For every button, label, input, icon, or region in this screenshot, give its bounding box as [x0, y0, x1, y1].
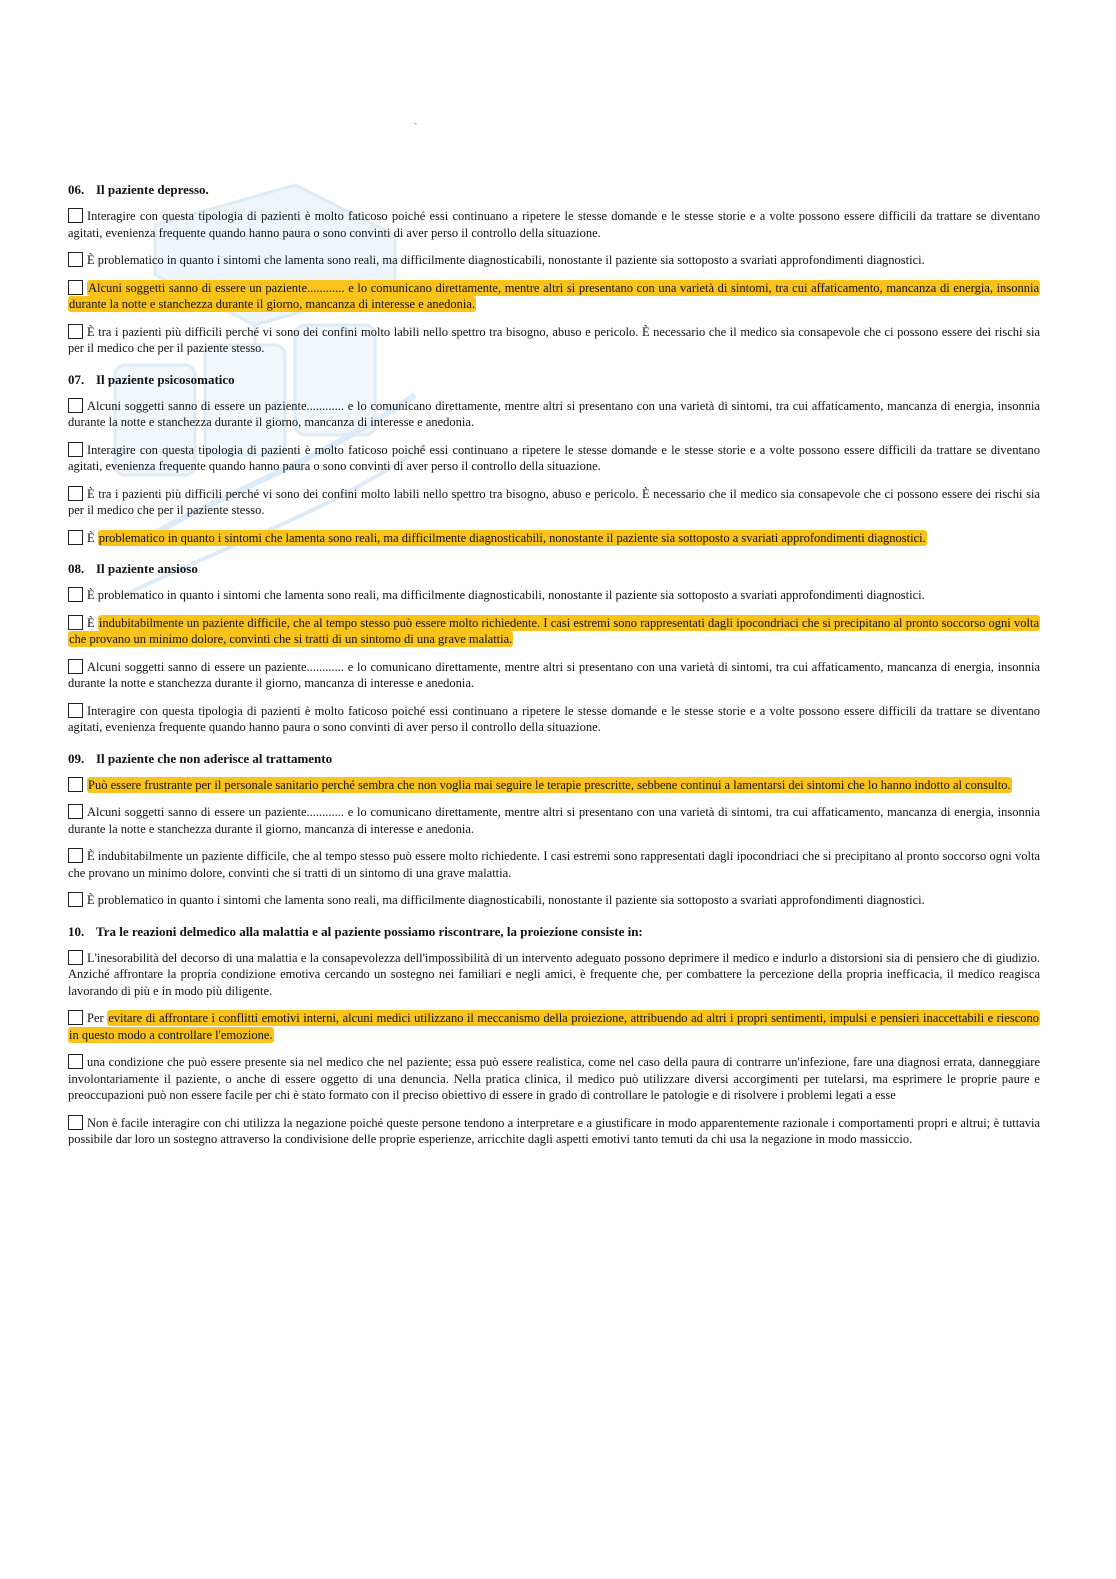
- answer-checkbox[interactable]: [68, 1054, 83, 1069]
- answer-option: [68, 892, 1040, 909]
- option-text: L'inesorabilità del decorso di una malattia e la consapevolezza dell'impossibilità di un intervento adeguato possono deprimere il medico e indurlo a distorsioni sia di pensiero che di giudizio. Anziché affrontare la propria condizione emotiva cercando un sostegno nei familiari e negli amici, è frequente che, per combattere la percezione della propria inefficacia, il medico reagisca lavorando di più e in modo più diligente.: [68, 950, 1040, 998]
- question-number: 10.: [68, 923, 85, 939]
- answer-checkbox[interactable]: [68, 587, 83, 602]
- highlighted-answer-text: Alcuni soggetti sanno di essere un paziente............ e lo comunicano direttamente, mentre altri si presentano con una varietà di sintomi, tra cui affaticamento, mancanza di energia, insonnia durante la notte e stanchezza durante il giorno, mancanza di interesse e anedonia.: [69, 280, 1039, 311]
- question-title: [68, 182, 1040, 198]
- quiz-content: [68, 182, 1040, 1163]
- answer-option: [68, 615, 1040, 648]
- question-text: Il paziente che non aderisce al trattamento: [96, 750, 333, 766]
- answer-option: [68, 530, 1040, 547]
- question-title: [68, 751, 1040, 767]
- answer-option: [68, 442, 1040, 475]
- answer-checkbox[interactable]: [68, 659, 83, 674]
- question-title: [68, 561, 1040, 577]
- question-text: Il paziente ansioso: [96, 561, 198, 576]
- option-lead-text: Per: [87, 1011, 108, 1025]
- answer-option: [68, 280, 1040, 313]
- answer-checkbox[interactable]: [68, 324, 83, 339]
- answer-checkbox[interactable]: [68, 208, 83, 223]
- option-text: È tra i pazienti più difficili perché vi sono dei confini molto labili nello spettro tra bisogno, abuso e pericolo. È necessario che il medico sia consapevole che ci possono essere dei rischi sia per il medico che per il paziente stesso.: [68, 324, 1040, 355]
- question-block: [68, 561, 1040, 736]
- answer-option: [68, 1054, 1040, 1104]
- answer-option: [68, 1010, 1040, 1043]
- option-text: Alcuni soggetti sanno di essere un paziente............ e lo comunicano direttamente, mentre altri si presentano con una varietà di sintomi, tra cui affaticamento, mancanza di energia, insonnia durante la notte e stanchezza durante il giorno, mancanza di interesse e anedonia.: [68, 805, 1040, 836]
- answer-checkbox[interactable]: [68, 280, 83, 295]
- answer-option: [68, 1115, 1040, 1148]
- answer-checkbox[interactable]: [68, 615, 83, 630]
- answer-option: [68, 324, 1040, 357]
- question-block: [68, 751, 1040, 909]
- answer-checkbox[interactable]: [68, 252, 83, 267]
- answer-checkbox[interactable]: [68, 703, 83, 718]
- answer-checkbox[interactable]: [68, 777, 83, 792]
- answer-option: [68, 398, 1040, 431]
- answer-option: [68, 208, 1040, 241]
- option-text: una condizione che può essere presente sia nel medico che nel paziente; essa può essere realistica, come nel caso della paura di contrarre un'infezione, fare una diagnosi errata, danneggiare involontariamente il paziente, o anche di essere oggetto di una denuncia. Nella pratica clinica, il medico può utilizzare diversi accorgimenti per tutelarsi, ma esprimere le proprie paure e preoccupazioni può non essere facile per chi è stato formato con il preciso obiettivo di essere in grado di controllare le patologie e di risolvere i problemi legati a esse: [68, 1055, 1040, 1102]
- question-block: [68, 924, 1040, 1148]
- answer-option: [68, 950, 1040, 1000]
- answer-option: [68, 587, 1040, 604]
- answer-checkbox[interactable]: [68, 892, 83, 907]
- answer-checkbox[interactable]: [68, 1010, 83, 1025]
- question-title: [68, 924, 1040, 940]
- answer-checkbox[interactable]: [68, 848, 83, 863]
- answer-checkbox[interactable]: [68, 486, 83, 501]
- option-text: Interagire con questa tipologia di pazienti è molto faticoso poiché essi continuano a ripetere le stesse domande e le stesse storie e a volte possono essere difficili da trattare se diventano agitati, evenienza frequente quando hanno paura o sono convinti di aver perso il controllo della situazione.: [68, 209, 1040, 240]
- question-text: Il paziente psicosomatico: [96, 371, 235, 387]
- option-text: Interagire con questa tipologia di pazienti è molto faticoso poiché essi continuano a ripetere le stesse domande e le stesse storie e a volte possono essere difficili da trattare se diventano agitati, evenienza frequente quando hanno paura o sono convinti di aver perso il controllo della situazione.: [68, 703, 1040, 734]
- option-text: È problematico in quanto i sintomi che lamenta sono reali, ma difficilmente diagnosticabili, nonostante il paziente sia sottoposto a svariati approfondimenti diagnostici.: [87, 253, 925, 267]
- answer-checkbox[interactable]: [68, 398, 83, 413]
- question-number: 07.: [68, 371, 85, 387]
- answer-option: [68, 703, 1040, 736]
- highlighted-answer-text: Può essere frustrante per il personale sanitario perché sembra che non voglia mai seguire le terapie prescritte, sebbene continui a lamentarsi dei sintomi che lo hanno indotto al consulto.: [88, 777, 1011, 792]
- option-text: Alcuni soggetti sanno di essere un paziente............ e lo comunicano direttamente, mentre altri si presentano con una varietà di sintomi, tra cui affaticamento, mancanza di energia, insonnia durante la notte e stanchezza durante il giorno, mancanza di interesse e anedonia.: [68, 398, 1040, 429]
- option-text: È problematico in quanto i sintomi che lamenta sono reali, ma difficilmente diagnosticabili, nonostante il paziente sia sottoposto a svariati approfondimenti diagnostici.: [87, 588, 925, 602]
- option-text: Interagire con questa tipologia di pazienti è molto faticoso poiché essi continuano a ripetere le stesse domande e le stesse storie e a volte possono essere difficili da trattare se diventano agitati, evenienza frequente quando hanno paura o sono convinti di aver perso il controllo della situazione.: [68, 442, 1040, 473]
- question-text: Il paziente depresso.: [96, 182, 209, 197]
- question-title: [68, 372, 1040, 388]
- answer-checkbox[interactable]: [68, 530, 83, 545]
- option-lead-text: È: [87, 530, 98, 545]
- highlighted-answer-text: problematico in quanto i sintomi che lamenta sono reali, ma difficilmente diagnosticabili, nonostante il paziente sia sottoposto a svariati approfondimenti diagnostici.: [98, 530, 926, 545]
- question-number: 06.: [68, 182, 85, 197]
- question-number: 09.: [68, 750, 85, 766]
- option-text: È problematico in quanto i sintomi che lamenta sono reali, ma difficilmente diagnosticabili, nonostante il paziente sia sottoposto a svariati approfondimenti diagnostici.: [87, 893, 925, 907]
- page-mark: -: [414, 118, 417, 128]
- answer-checkbox[interactable]: [68, 804, 83, 819]
- answer-checkbox[interactable]: [68, 1115, 83, 1130]
- answer-option: [68, 659, 1040, 692]
- option-text: È indubitabilmente un paziente difficile, che al tempo stesso può essere molto richiedente. I casi estremi sono rappresentati dagli ipocondriaci che si precipitano al pronto soccorso ogni volta che provano un minimo dolore, convinti che si tratti di un sintomo di una grave malattia.: [68, 849, 1040, 880]
- answer-option: [68, 804, 1040, 837]
- answer-checkbox[interactable]: [68, 442, 83, 457]
- answer-option: [68, 848, 1040, 881]
- question-number: 08.: [68, 561, 85, 576]
- option-text: Alcuni soggetti sanno di essere un paziente............ e lo comunicano direttamente, mentre altri si presentano con una varietà di sintomi, tra cui affaticamento, mancanza di energia, insonnia durante la notte e stanchezza durante il giorno, mancanza di interesse e anedonia.: [68, 659, 1040, 690]
- highlighted-answer-text: indubitabilmente un paziente difficile, che al tempo stesso può essere molto richiedente. I casi estremi sono rappresentati dagli ipocondriaci che si precipitano al pronto soccorso ogni volta che provano un minimo dolore, convinti che si tratti di un sintomo di una grave malattia.: [69, 615, 1039, 646]
- option-text: È tra i pazienti più difficili perché vi sono dei confini molto labili nello spettro tra bisogno, abuso e pericolo. È necessario che il medico sia consapevole che ci possono essere dei rischi sia per il medico che per il paziente stesso.: [68, 486, 1040, 517]
- answer-checkbox[interactable]: [68, 950, 83, 965]
- option-lead-text: È: [87, 615, 98, 630]
- highlighted-answer-text: evitare di affrontare i conflitti emotivi interni, alcuni medici utilizzano il meccanismo della proiezione, attribuendo ad altri i propri sentimenti, impulsi e pensieri inaccettabili e riescono in questo modo a controllare l'emozione.: [69, 1011, 1039, 1042]
- answer-option: [68, 252, 1040, 269]
- question-text: Tra le reazioni delmedico alla malattia e al paziente possiamo riscontrare, la proiezione consiste in:: [96, 923, 643, 939]
- question-block: [68, 372, 1040, 547]
- answer-option: [68, 777, 1040, 794]
- question-block: [68, 182, 1040, 357]
- option-text: Non è facile interagire con chi utilizza la negazione poiché queste persone tendono a interpretare e a giustificare in modo apparentemente razionale i comportamenti propri e altrui; è tuttavia possibile dar loro un sostegno attraverso la condivisione delle proprie esperienze, arricchite dagli aspetti emotivi tanto temuti da chi usa la negazione in modo massiccio.: [68, 1115, 1040, 1146]
- answer-option: [68, 486, 1040, 519]
